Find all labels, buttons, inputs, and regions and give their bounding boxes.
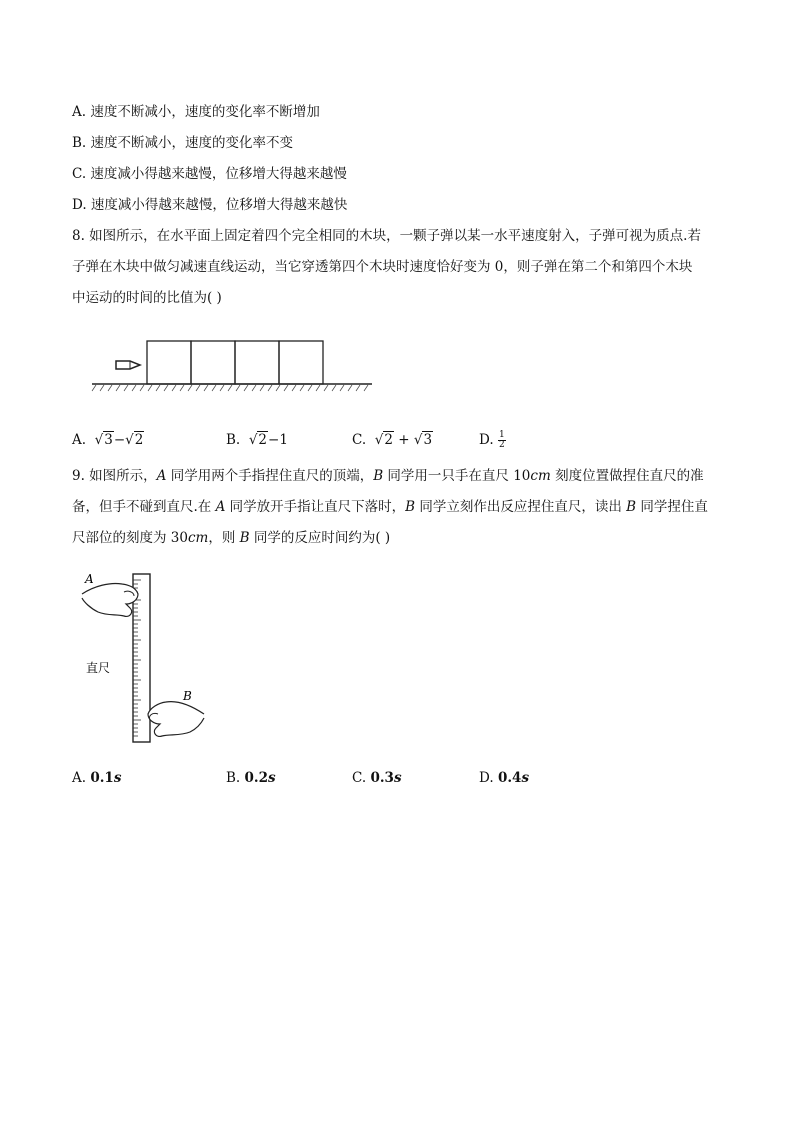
q9-stem-line1: 9. 如图所示，A 同学用两个手指捏住直尺的顶端，B 同学用一只手在直尺 10cm 刻度位置做捏住直尺的准: [72, 468, 704, 484]
wood-block-2: [191, 341, 235, 384]
sqrt-icon: √: [374, 432, 384, 448]
q8-option-a: A. √3−√2: [72, 432, 144, 448]
label-a: A: [85, 572, 94, 586]
wood-block-3: [235, 341, 279, 384]
q9-ruler-figure: [80, 568, 220, 748]
hand-a: [82, 583, 138, 616]
q8-option-b: B. √2−1: [226, 432, 288, 448]
bullet: [116, 361, 140, 369]
sqrt-icon: √: [125, 432, 134, 448]
q9-stem-line2: 备，但手不碰到直尺.在 A 同学放开手指让直尺下落时，B 同学立刻作出反应捏住直尺，读出 B 同学捏住直: [72, 499, 708, 515]
wood-block-1: [147, 341, 191, 384]
q8-option-d: D. $\frac{1}{2}$: [479, 430, 505, 450]
q7-option-d: D. 速度减小得越来越慢，位移增大得越来越快: [72, 197, 348, 213]
hand-b: [148, 702, 204, 737]
q9-option-b: B. 0.2s: [226, 770, 276, 786]
q9-option-a: A. 0.1s: [72, 770, 122, 786]
q9-option-d: D. 0.4s: [479, 770, 530, 786]
sqrt-icon: √: [94, 432, 104, 448]
sqrt-icon: √: [248, 432, 258, 448]
ruler-label: 直尺: [86, 661, 111, 675]
q7-option-c: C. 速度减小得越来越慢，位移增大得越来越慢: [72, 166, 347, 182]
q8-blocks-figure: [72, 330, 382, 396]
q8-stem-line2: 子弹在木块中做匀减速直线运动，当它穿透第四个木块时速度恰好变为 0，则子弹在第二个和第四个木块: [72, 259, 693, 275]
q8-stem-line1: 8. 如图所示，在水平面上固定着四个完全相同的木块，一颗子弹以某一水平速度射入，子弹可视为质点.若: [72, 228, 701, 244]
q8-stem-line3: 中运动的时间的比值为( ): [72, 290, 222, 306]
wood-block-4: [279, 341, 323, 384]
ground-hatch: [92, 385, 368, 391]
sqrt-icon: √: [413, 432, 423, 448]
q9-stem-line3: 尺部位的刻度为 30cm，则 B 同学的反应时间约为( ): [72, 530, 391, 546]
q9-option-c: C. 0.3s: [352, 770, 402, 786]
label-b: B: [183, 689, 192, 703]
q7-option-a: A. 速度不断减小，速度的变化率不断增加: [72, 104, 320, 120]
q7-option-b: B. 速度不断减小，速度的变化率不变: [72, 135, 294, 151]
q8-option-c: C. √2 + √3: [352, 432, 433, 448]
